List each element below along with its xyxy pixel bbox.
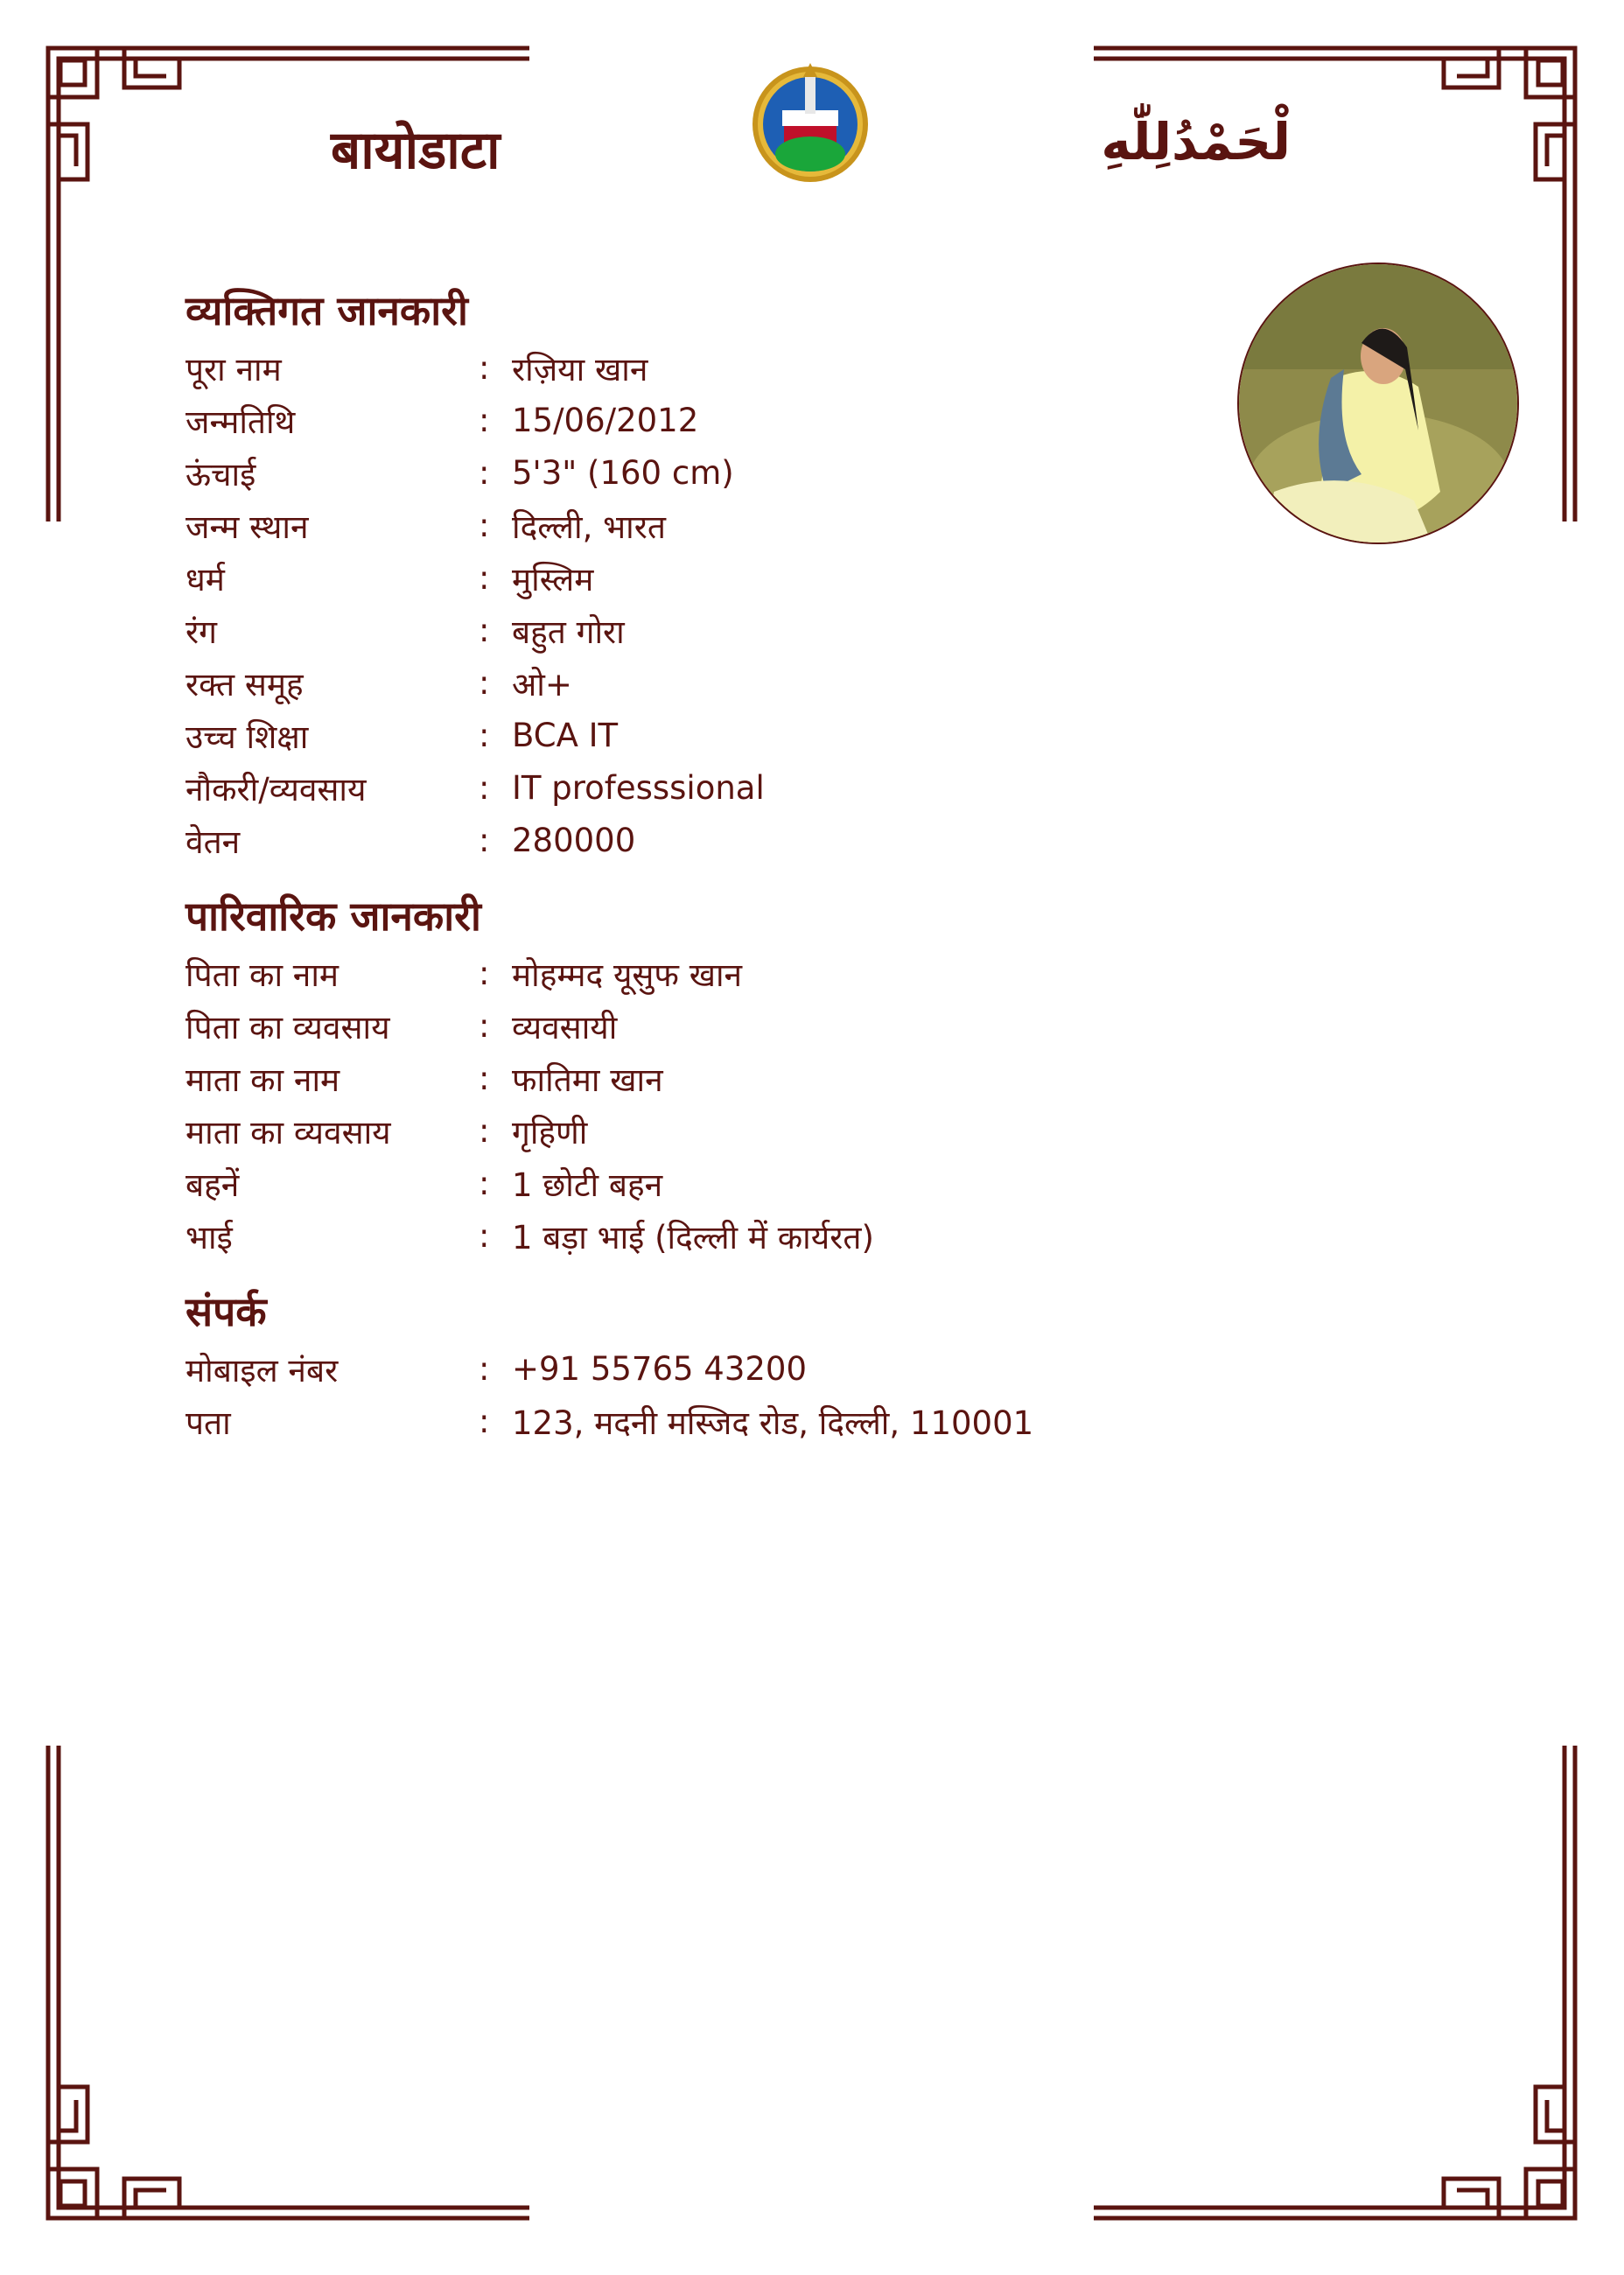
field-label: पता [186, 1404, 231, 1442]
info-row [186, 341, 1323, 394]
section-gap [186, 866, 1323, 886]
separator: : [479, 1111, 490, 1150]
field-value: +91 55765 43200 [512, 1349, 808, 1388]
separator: : [479, 768, 490, 807]
field-value: IT professsional [512, 768, 765, 807]
field-label: ऊंचाई [186, 455, 256, 494]
field-label: भाई [186, 1218, 233, 1256]
field-label: नौकरी/व्यवसाय [186, 770, 367, 808]
field-value: दिल्ली, भारत [512, 508, 666, 546]
field-label: माता का व्यवसाय [186, 1113, 391, 1152]
separator: : [479, 348, 490, 387]
separator: : [479, 1402, 490, 1440]
info-row [186, 761, 1323, 814]
separator: : [479, 1164, 490, 1202]
section-personal [186, 280, 1323, 866]
separator: : [479, 453, 490, 492]
section-title: पारिवारिक जानकारी [186, 892, 481, 940]
field-value: 123, मदनी मस्जिद रोड, दिल्ली, 110001 [512, 1404, 1034, 1442]
info-row [186, 604, 1323, 656]
field-label: रंग [186, 612, 217, 651]
field-value: रज़िया खान [512, 350, 648, 388]
info-row [186, 1052, 1323, 1104]
field-value: 280000 [512, 821, 636, 859]
separator: : [479, 716, 490, 754]
info-row [186, 551, 1323, 604]
section-family [186, 886, 1323, 1262]
field-value: BCA IT [512, 716, 619, 754]
separator: : [479, 1006, 490, 1045]
info-row [186, 1157, 1323, 1209]
info-row [186, 499, 1323, 551]
section-gap [186, 1262, 1323, 1281]
info-row [186, 394, 1323, 446]
info-row [186, 1342, 1323, 1395]
field-value: मोहम्मद यूसुफ खान [512, 956, 743, 994]
field-label: माता का नाम [186, 1060, 340, 1099]
field-value: 5'3" (160 cm) [512, 453, 734, 492]
field-value: मुस्लिम [512, 560, 594, 598]
separator: : [479, 1216, 490, 1255]
info-row [186, 656, 1323, 709]
field-label: पिता का नाम [186, 956, 340, 994]
field-label: वेतन [186, 822, 241, 861]
field-value: 1 बड़ा भाई (दिल्ली में कार्यरत) [512, 1218, 874, 1256]
section-contact [186, 1281, 1323, 1447]
info-row [186, 999, 1323, 1052]
info-row [186, 814, 1323, 866]
arabic-inscription: لْحَمْدُلِلّٰهِ [1101, 112, 1291, 172]
separator: : [479, 611, 490, 649]
field-label: मोबाइल नंबर [186, 1351, 339, 1390]
page-title: बायोडाटा [331, 120, 500, 181]
field-label: जन्मतिथि [186, 402, 296, 441]
info-row [186, 1395, 1323, 1447]
field-label: बहनें [186, 1166, 240, 1204]
separator: : [479, 1349, 490, 1388]
separator: : [479, 506, 490, 544]
section-title: संपर्क [186, 1288, 267, 1335]
separator: : [479, 663, 490, 702]
field-label: धर्म [186, 560, 225, 598]
separator: : [479, 954, 490, 992]
field-value: गृहिणी [512, 1113, 588, 1152]
separator: : [479, 558, 490, 597]
separator: : [479, 401, 490, 439]
info-row [186, 1209, 1323, 1262]
field-label: जन्म स्थान [186, 508, 309, 546]
biodata-content [186, 280, 1323, 1447]
info-row [186, 1104, 1323, 1157]
field-value: फातिमा खान [512, 1060, 663, 1099]
field-label: पिता का व्यवसाय [186, 1008, 390, 1046]
field-label: उच्च शिक्षा [186, 718, 309, 756]
separator: : [479, 821, 490, 859]
field-value: बहुत गोरा [512, 612, 625, 651]
info-row [186, 709, 1323, 761]
info-row [186, 446, 1323, 499]
field-value: ओ+ [512, 665, 572, 704]
section-title: व्यक्तिगत जानकारी [186, 287, 468, 334]
field-label: पूरा नाम [186, 350, 282, 388]
mosque-emblem-icon [749, 58, 872, 186]
field-value: 1 छोटी बहन [512, 1166, 663, 1204]
field-label: रक्त समूह [186, 665, 304, 704]
separator: : [479, 1059, 490, 1097]
field-value: 15/06/2012 [512, 401, 699, 439]
info-row [186, 947, 1323, 999]
field-value: व्यवसायी [512, 1008, 618, 1046]
